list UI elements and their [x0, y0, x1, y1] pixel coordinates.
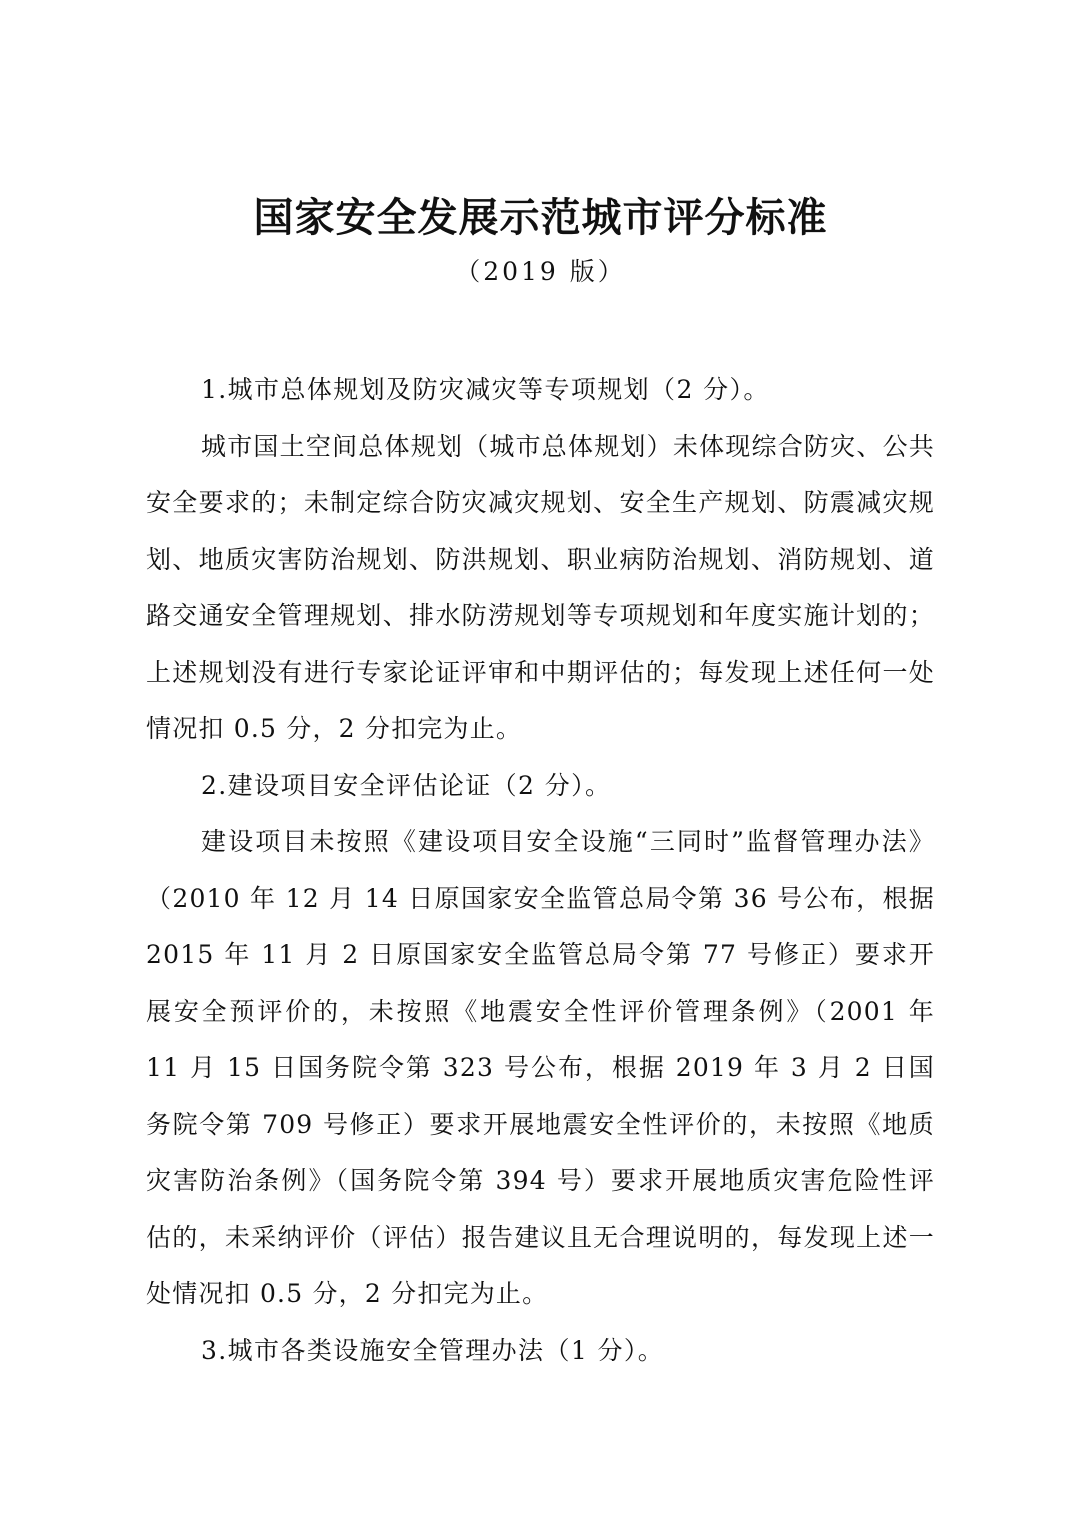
document-title: 国家安全发展示范城市评分标准	[253, 194, 828, 241]
section-heading-1: 1.城市总体规划及防灾减灾等专项规划（2 分）。	[201, 375, 770, 404]
section-heading-2: 2.建设项目安全评估论证（2 分）。	[201, 770, 612, 800]
document-subtitle: （2019 版）	[455, 257, 626, 286]
document-body	[146, 362, 935, 1379]
section-body-2: 建设项目未按照《建设项目安全设施“三同时”监督管理办法》（2010 年 12 月 14 日原国家安全监管总局令第 36 号公布，根据 2015 年 11 月 2 日原国家安全监管总局令第 77 号修正）要求开展安全预评价的，未按照《地震安全性评价管理条例》（2001 年 11 月 15 日国务院令第 323 号公布，根据 2019 年 3 月 2 日国务院令第 709 号修正）要求开展地震安全性评价的，未按照《地质灾害防治条例》（国务院令第 394 号）要求开展地质灾害危险性评估的，未采纳评价（评估）报告建议且无合理说明的，每发现上述一处情况扣 0.5 分，2 分扣完为止。	[146, 827, 935, 1308]
section-heading-3: 3.城市各类设施安全管理办法（1 分）。	[201, 1335, 665, 1365]
section-body-1: 城市国土空间总体规划（城市总体规划）未体现综合防灾、公共安全要求的；未制定综合防灾减灾规划、安全生产规划、防震减灾规划、地质灾害防治规划、防洪规划、职业病防治规划、消防规划、道路交通安全管理规划、排水防涝规划等专项规划和年度实施计划的；上述规划没有进行专家论证评审和中期评估的；每发现上述任何一处情况扣 0.5 分，2 分扣完为止。	[146, 431, 935, 743]
